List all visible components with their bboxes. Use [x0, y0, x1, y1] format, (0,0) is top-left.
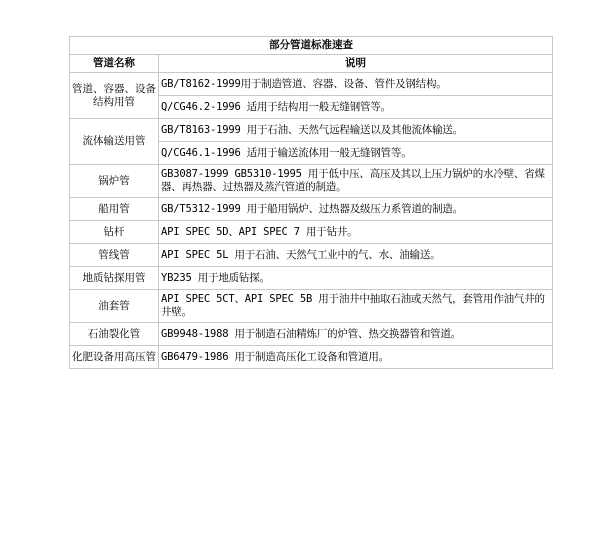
header-description: 说明 [159, 55, 553, 73]
pipe-name-cell: 石油裂化管 [70, 323, 159, 346]
pipe-name-cell: 化肥设备用高压管 [70, 346, 159, 369]
description-cell: API SPEC 5CT、API SPEC 5B 用于油井中抽取石油或天然气，套管用作油气井的井壁。 [159, 290, 553, 323]
table-row [70, 267, 553, 290]
description-cell: GB/T5312-1999 用于船用锅炉、过热器及级压力系管道的制造。 [159, 198, 553, 221]
table-row [70, 290, 553, 323]
pipe-standards-table [69, 36, 553, 369]
description-cell: GB3087-1999 GB5310-1995 用于低中压、高压及其以上压力锅炉的水冷壁、省煤器、再热器、过热器及蒸汽管道的制造。 [159, 165, 553, 198]
description-cell: API SPEC 5L 用于石油、天然气工业中的气、水、油输送。 [159, 244, 553, 267]
table-row [70, 198, 553, 221]
pipe-name-cell: 油套管 [70, 290, 159, 323]
description-cell: Q/CG46.1-1996 适用于输送流体用一般无缝钢管等。 [159, 142, 553, 165]
standards-sheet [69, 36, 552, 369]
description-cell: GB/T8163-1999 用于石油、天然气远程输送以及其他流体输送。 [159, 119, 553, 142]
table-row [70, 244, 553, 267]
description-cell: Q/CG46.2-1996 适用于结构用一般无缝钢管等。 [159, 96, 553, 119]
pipe-name-cell: 管线管 [70, 244, 159, 267]
table-row [70, 73, 553, 96]
pipe-name-cell: 管道、容器、设备结构用管 [70, 73, 159, 119]
pipe-name-cell: 钻杆 [70, 221, 159, 244]
description-cell: API SPEC 5D、API SPEC 7 用于钻井。 [159, 221, 553, 244]
table-row [70, 323, 553, 346]
description-cell: GB/T8162-1999用于制造管道、容器、设备、管件及钢结构。 [159, 73, 553, 96]
table-row [70, 346, 553, 369]
description-cell: GB9948-1988 用于制造石油精炼厂的炉管、热交换器管和管道。 [159, 323, 553, 346]
pipe-name-cell: 船用管 [70, 198, 159, 221]
table-row [70, 221, 553, 244]
description-cell: YB235 用于地质钻探。 [159, 267, 553, 290]
table-row [70, 165, 553, 198]
pipe-name-cell: 地质钻探用管 [70, 267, 159, 290]
table-row [70, 119, 553, 142]
description-cell: GB6479-1986 用于制造高压化工设备和管道用。 [159, 346, 553, 369]
header-pipe-name: 管道名称 [70, 55, 159, 73]
pipe-name-cell: 锅炉管 [70, 165, 159, 198]
table-title-row [70, 37, 553, 55]
pipe-name-cell: 流体输送用管 [70, 119, 159, 165]
table-header-row [70, 55, 553, 73]
table-title: 部分管道标准速查 [70, 37, 553, 55]
